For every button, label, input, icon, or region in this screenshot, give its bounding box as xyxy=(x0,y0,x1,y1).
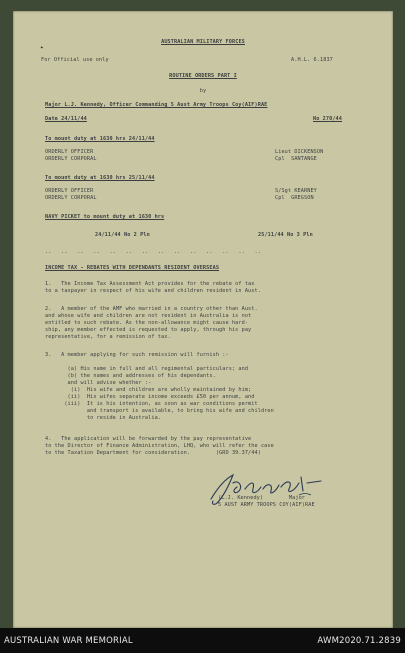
footer-accession-number: AWM2020.71.2839 xyxy=(317,636,401,646)
signatory-name: (L.J. Kennedy) Major xyxy=(218,495,306,501)
duty1-name-officer: Lieut DICKENSON xyxy=(275,149,324,155)
para1-line2: to a taxpayer in respect of his wife and children resident in Aust. xyxy=(45,288,261,294)
para4-line1: 4. The application will be forwarded by the pay representative xyxy=(45,436,252,442)
reference-number: A.H.L. 6.1837 xyxy=(291,57,333,63)
para2-line2: and whose wife and children are not resident in Australia is not xyxy=(45,313,252,319)
duty2-heading: To mount duty at 1630 hrs 25/11/44 xyxy=(45,175,155,181)
picket-heading: NAVY PICKET to mount duty at 1630 hrs xyxy=(45,214,165,220)
date-line: Date 24/11/44 xyxy=(45,116,87,122)
duty2-name-corporal: Cpl GREGSON xyxy=(275,195,314,201)
duty1-role-corporal: ORDERLY CORPORAL xyxy=(45,156,97,162)
para3-line4: and will advise whether :- xyxy=(45,380,152,386)
by-label: by xyxy=(199,88,207,94)
picket-right: 25/11/44 No 3 Pln xyxy=(258,232,313,238)
para2-line3: entitled to such rebate. As the non-allowance might cause hard- xyxy=(45,320,249,326)
para3-line5: (i) His wife and children are wholly maintained by him; xyxy=(45,387,252,393)
signatory-unit: 5 AUST ARMY TROOPS COY(AIF)RAE xyxy=(218,502,315,508)
duty2-role-corporal: ORDERLY CORPORAL xyxy=(45,195,97,201)
para3-line6: (ii) His wifes separate income exceeds £50 per annum, and xyxy=(45,394,255,400)
duty2-name-officer: S/Sgt KEARNEY xyxy=(275,188,317,194)
document-title: ROUTINE ORDERS PART I xyxy=(169,73,237,79)
footer-bar xyxy=(0,628,405,653)
document-page xyxy=(13,11,393,628)
para3-line1: 3. A member applying for such remission will furnish :- xyxy=(45,352,229,358)
para3-line2: (a) His name in full and all regimental particulars; and xyxy=(45,366,249,372)
duty1-role-officer: ORDERLY OFFICER xyxy=(45,149,94,155)
dotted-separator: .. .. .. .. .. .. .. .. .. .. .. .. .. .. xyxy=(45,249,261,255)
para3-line3: (b) the names and addresses of his dependants. xyxy=(45,373,216,379)
para2-line4: ship, any member effected is requested to apply, through his pay xyxy=(45,327,252,333)
document-header: AUSTRALIAN MILITARY FORCES xyxy=(161,39,245,45)
para3-line7: (iii) It is his intention, as soon as war conditions permit xyxy=(45,401,258,407)
para2-line1: 2. A member of the AMF who married in a country other than Aust. xyxy=(45,306,258,312)
para4-line2: to the Director of Finance Administration, LHQ, who will refer the case xyxy=(45,443,274,449)
punch-mark: ✦ xyxy=(40,44,44,51)
official-use-label: For Official use only xyxy=(41,57,109,63)
duty1-heading: To mount duty at 1630 hrs 24/11/44 xyxy=(45,136,155,142)
picket-left: 24/11/44 No 2 Pln xyxy=(95,232,150,238)
para2-line5: representative, for a remission of tax. xyxy=(45,334,171,340)
issuer-line: Major L.J. Kennedy, Officer Commanding 5 Aust Army Troops Coy(AIF)RAE xyxy=(45,102,268,108)
para3-line8: and transport is available, to bring his wife and children xyxy=(45,408,274,414)
duty1-name-corporal: Cpl SANTANGE xyxy=(275,156,317,162)
section-title: INCOME TAX - REBATES WITH DEPENDANTS RESIDENT OVERSEAS xyxy=(45,265,220,271)
duty2-role-officer: ORDERLY OFFICER xyxy=(45,188,94,194)
para4-line3: to the Taxation Department for consideration. (GRO 39.37/44) xyxy=(45,450,261,456)
para3-line9: to reside in Australia. xyxy=(45,415,162,421)
order-number: No 270/44 xyxy=(313,116,343,122)
footer-institution: AUSTRALIAN WAR MEMORIAL xyxy=(4,636,133,646)
para1-line1: 1. The Income Tax Assessment Act provides for the rebate of tax xyxy=(45,281,255,287)
